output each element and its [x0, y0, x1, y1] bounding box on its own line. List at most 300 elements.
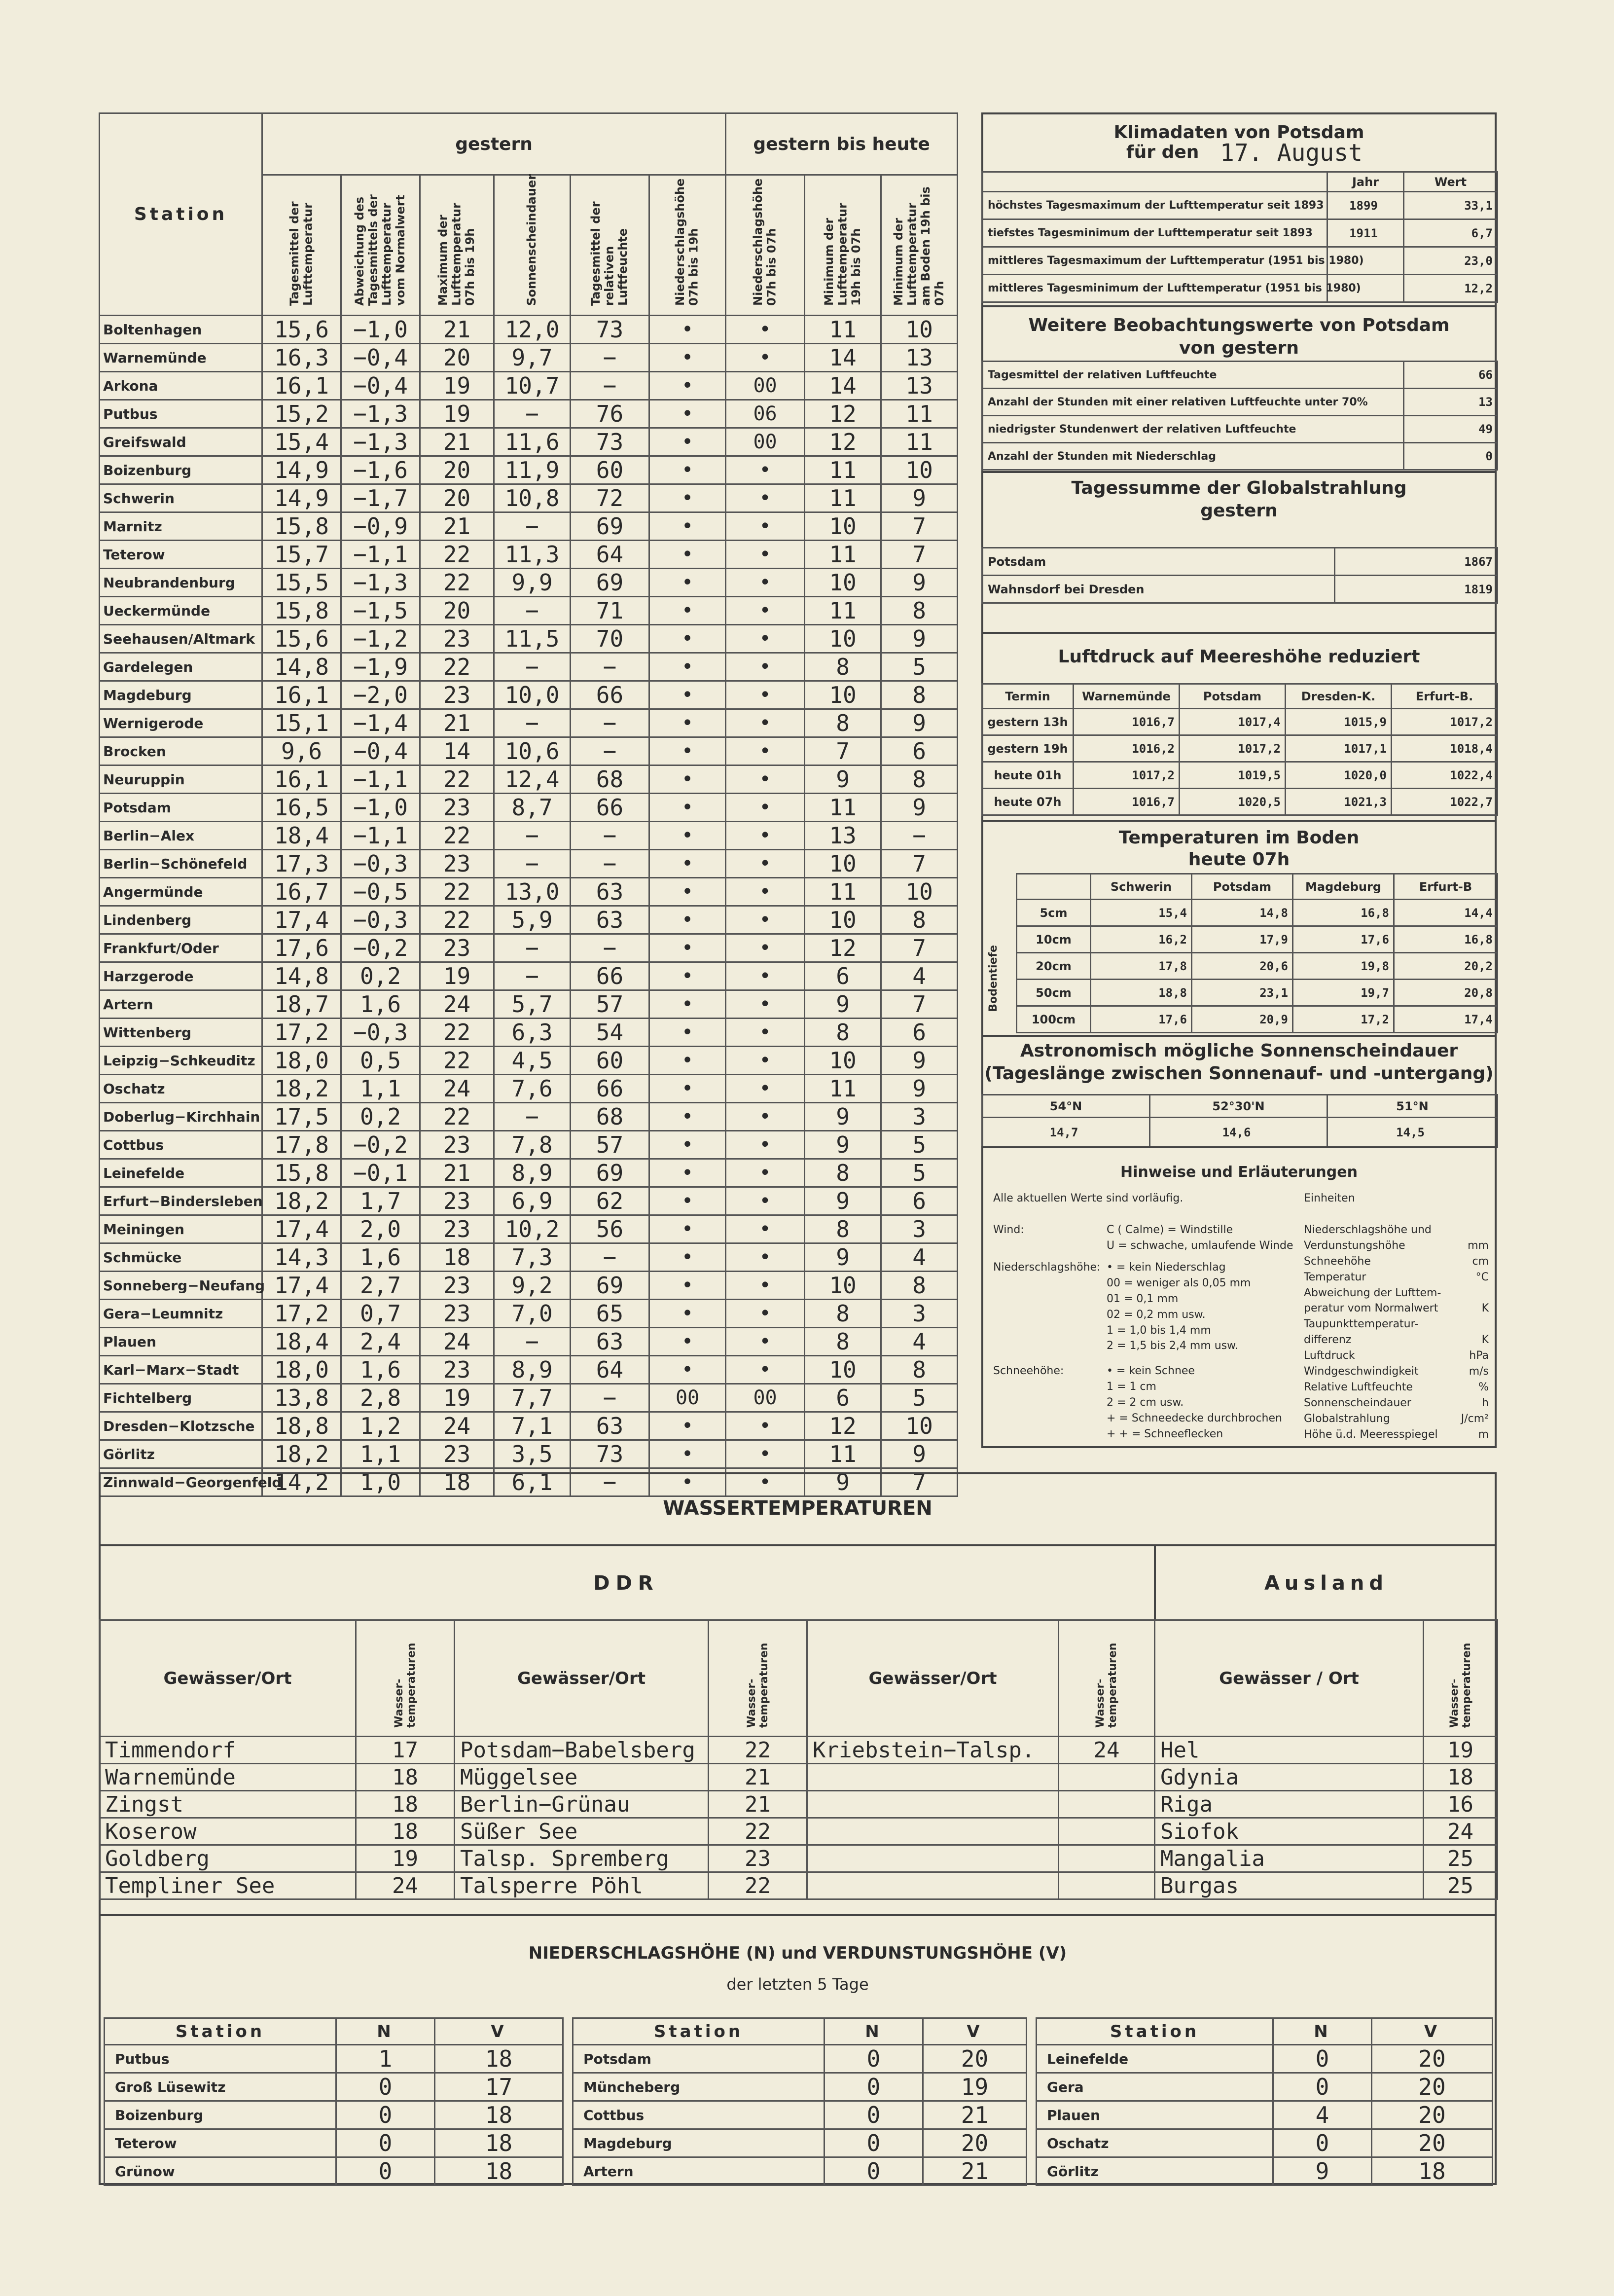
column-header-8	[805, 175, 881, 316]
station-value: 16,3	[262, 344, 341, 372]
station-value: •	[726, 1019, 805, 1047]
station-value: •	[649, 512, 726, 541]
station-value: −1,1	[341, 541, 420, 569]
station-value: 24	[420, 1075, 494, 1103]
station-value: •	[726, 681, 805, 709]
station-value: •	[726, 878, 805, 906]
station-value: 9	[805, 1131, 881, 1159]
water-row	[100, 1818, 1498, 1845]
station-value: 20	[420, 456, 494, 484]
station-value: 9,2	[494, 1272, 571, 1300]
station-value: 17,4	[262, 1215, 341, 1243]
water-temp: 19	[356, 1845, 455, 1872]
station-value: 72	[571, 484, 649, 512]
station-value: −	[494, 512, 571, 541]
station-value: 1,6	[341, 1243, 420, 1272]
precip-station: Cottbus	[573, 2101, 825, 2129]
luftdruck-termin: gestern 19h	[982, 735, 1074, 762]
global-title: Tagessumme der Globalstrahlung	[1071, 478, 1407, 498]
station-value: 11	[805, 484, 881, 512]
luftdruck-row	[982, 789, 1498, 815]
station-row	[100, 822, 958, 850]
station-value: •	[726, 625, 805, 653]
station-value: 1,6	[341, 990, 420, 1019]
precip-station: Putbus	[105, 2045, 336, 2073]
station-row	[100, 1440, 958, 1468]
water-place: Süßer See	[455, 1818, 709, 1845]
station-value: 0,5	[341, 1047, 420, 1075]
station-value: 4	[881, 962, 958, 990]
unit-symbol: K	[1481, 1334, 1489, 1347]
station-value: 11	[805, 316, 881, 344]
station-value: 22	[420, 765, 494, 794]
column-header-7	[726, 175, 805, 316]
weitere-value: 0	[1404, 443, 1498, 470]
station-value: 23	[420, 794, 494, 822]
note-line: • = kein Schnee	[1107, 1365, 1195, 1377]
boden-value: 20,6	[1192, 953, 1293, 980]
station-value: •	[649, 316, 726, 344]
station-row	[100, 962, 958, 990]
note-line: U = schwache, umlaufende Winde	[1107, 1239, 1293, 1252]
global-panel	[981, 471, 1497, 634]
station-value: 15,6	[262, 316, 341, 344]
station-value: 1,6	[341, 1356, 420, 1384]
station-value: 20	[420, 344, 494, 372]
station-value: 8	[881, 906, 958, 934]
water-row	[100, 1791, 1498, 1818]
station-value: −0,3	[341, 906, 420, 934]
precip-v: 20	[923, 2129, 1027, 2157]
station-name: Leipzig−Schkeuditz	[100, 1047, 262, 1075]
water-place	[807, 1872, 1059, 1899]
unit-row	[1304, 1270, 1489, 1285]
station-value: 17,4	[262, 906, 341, 934]
precip-col-n: N	[336, 2018, 435, 2045]
station-value: 3	[881, 1103, 958, 1131]
weitere-row	[982, 443, 1498, 470]
hinweise-einheiten: Einheiten	[1304, 1192, 1355, 1204]
station-value: 14,8	[262, 653, 341, 681]
station-name: Meiningen	[100, 1215, 262, 1243]
unit-row	[1304, 1411, 1489, 1427]
station-value: 8	[805, 709, 881, 737]
precip-v: 19	[923, 2073, 1027, 2101]
precip-v: 20	[1372, 2073, 1493, 2101]
station-name: Berlin−Alex	[100, 822, 262, 850]
station-value: •	[726, 1440, 805, 1468]
klima-date: 17. August	[1220, 139, 1363, 167]
station-value: •	[649, 653, 726, 681]
column-header-text: Niederschlagshöhe 07h bis 07h	[751, 178, 779, 306]
unit-row	[1304, 1395, 1489, 1411]
station-value: •	[649, 1215, 726, 1243]
klima-table	[981, 171, 1498, 303]
station-value: 20	[420, 597, 494, 625]
station-value: 10,0	[494, 681, 571, 709]
station-value: •	[649, 850, 726, 878]
station-value: −1,4	[341, 709, 420, 737]
station-value: 9	[805, 1103, 881, 1131]
column-header-9	[881, 175, 958, 316]
station-value: 73	[571, 316, 649, 344]
luftdruck-termin: heute 01h	[982, 762, 1074, 789]
unit-row	[1304, 1254, 1489, 1270]
klima-label: tiefstes Tagesminimum der Lufttemperatur seit 1893	[982, 219, 1327, 247]
station-row	[100, 990, 958, 1019]
station-value: −	[494, 400, 571, 428]
water-place: Mangalia	[1155, 1845, 1424, 1872]
station-value: 3,5	[494, 1440, 571, 1468]
boden-header: Magdeburg	[1293, 874, 1394, 900]
precip-n: 0	[825, 2073, 923, 2101]
station-table	[99, 112, 958, 1497]
precip-n: 0	[825, 2129, 923, 2157]
precip-n: 0	[336, 2073, 435, 2101]
station-value: 19	[420, 372, 494, 400]
station-value: 10	[805, 1272, 881, 1300]
unit-label: Relative Luftfeuchte	[1304, 1381, 1413, 1393]
unit-symbol: mm	[1468, 1239, 1489, 1252]
unit-symbol: m/s	[1469, 1365, 1489, 1378]
station-value: 23	[420, 1272, 494, 1300]
station-value: 66	[571, 1075, 649, 1103]
luftdruck-row	[982, 709, 1498, 735]
boden-row	[1017, 980, 1498, 1006]
station-value: 23	[420, 625, 494, 653]
boden-value: 15,4	[1091, 900, 1192, 926]
unit-label: Sonnenscheindauer	[1304, 1396, 1411, 1409]
station-value: 15,8	[262, 1159, 341, 1187]
hinweise-panel	[981, 1146, 1497, 1448]
station-row	[100, 934, 958, 962]
station-value: 63	[571, 1328, 649, 1356]
astro-table	[981, 1094, 1498, 1148]
weitere-label: Tagesmittel der relativen Luftfeuchte	[982, 362, 1404, 389]
station-value: 0,2	[341, 962, 420, 990]
weitere-value: 13	[1404, 389, 1498, 416]
station-value: −1,7	[341, 484, 420, 512]
station-value: 10,6	[494, 737, 571, 765]
station-value: −1,3	[341, 400, 420, 428]
station-value: 3	[881, 1215, 958, 1243]
station-value: 18,8	[262, 1412, 341, 1440]
precip-station: Groß Lüsewitz	[105, 2073, 336, 2101]
station-value: 8	[805, 1159, 881, 1187]
station-value: 14,9	[262, 484, 341, 512]
water-col-gewaesser: Gewässer/Ort	[455, 1620, 709, 1737]
station-value: •	[726, 1187, 805, 1215]
station-value: 14,3	[262, 1243, 341, 1272]
precip-station: Boizenburg	[105, 2101, 336, 2129]
water-col-temp-text: Wasser-temperaturen	[1094, 1642, 1119, 1728]
station-value: •	[726, 653, 805, 681]
station-value: •	[649, 1468, 726, 1496]
station-value: 8	[881, 681, 958, 709]
station-value: 12	[805, 400, 881, 428]
unit-label: Niederschlagshöhe und	[1304, 1224, 1432, 1236]
station-value: 9	[805, 1187, 881, 1215]
station-value: •	[726, 1468, 805, 1496]
station-value: 22	[420, 1019, 494, 1047]
note-line: • = kein Niederschlag	[1107, 1261, 1226, 1274]
station-name: Arkona	[100, 372, 262, 400]
station-value: •	[649, 541, 726, 569]
astro-header: 52°30'N	[1150, 1095, 1327, 1118]
station-value: 22	[420, 653, 494, 681]
luftdruck-value: 1016,7	[1074, 789, 1180, 815]
station-value: 21	[420, 316, 494, 344]
precip-n: 1	[336, 2045, 435, 2073]
astro-subtitle: (Tageslänge zwischen Sonnenauf- und -untergang)	[984, 1063, 1494, 1084]
klima-panel	[981, 112, 1497, 307]
station-value: •	[726, 1243, 805, 1272]
station-value: 10,2	[494, 1215, 571, 1243]
note-line: 02 = 0,2 mm usw.	[1107, 1308, 1206, 1321]
station-value: •	[726, 344, 805, 372]
station-name: Potsdam	[100, 794, 262, 822]
boden-value: 14,8	[1192, 900, 1293, 926]
water-temp	[1059, 1845, 1155, 1872]
global-label: Wahnsdorf bei Dresden	[982, 576, 1335, 603]
precip-v: 20	[1372, 2129, 1493, 2157]
water-temp: 23	[709, 1845, 807, 1872]
unit-symbol: °C	[1475, 1271, 1489, 1283]
station-name: Schwerin	[100, 484, 262, 512]
boden-depth: 5cm	[1017, 900, 1091, 926]
boden-value: 16,2	[1091, 926, 1192, 953]
boden-value: 14,4	[1394, 900, 1498, 926]
station-value: •	[726, 1412, 805, 1440]
water-place: Warnemünde	[100, 1764, 356, 1791]
boden-value: 18,8	[1091, 980, 1192, 1006]
klima-col-jahr: Jahr	[1327, 172, 1404, 192]
station-value: 24	[420, 990, 494, 1019]
station-value: 9	[805, 1243, 881, 1272]
luftdruck-value: 1017,2	[1074, 762, 1180, 789]
water-temp: 22	[709, 1737, 807, 1764]
station-value: 14,8	[262, 962, 341, 990]
precip-v: 18	[435, 2157, 563, 2186]
station-value: 12,4	[494, 765, 571, 794]
column-header-3	[420, 175, 494, 316]
station-value: 68	[571, 1103, 649, 1131]
water-temp: 21	[709, 1791, 807, 1818]
station-value: 2,7	[341, 1272, 420, 1300]
station-name: Frankfurt/Oder	[100, 934, 262, 962]
station-value: •	[649, 1272, 726, 1300]
water-temp	[1059, 1872, 1155, 1899]
station-value: 18,0	[262, 1047, 341, 1075]
water-row	[100, 1737, 1498, 1764]
unit-row	[1304, 1238, 1489, 1254]
station-value: 23	[420, 681, 494, 709]
station-value: 14,9	[262, 456, 341, 484]
station-value: 22	[420, 569, 494, 597]
station-value: 19	[420, 1384, 494, 1412]
station-name: Görlitz	[100, 1440, 262, 1468]
precip-station: Plauen	[1037, 2101, 1273, 2129]
station-value: 12	[805, 1412, 881, 1440]
luftdruck-value: 1017,1	[1286, 735, 1392, 762]
weitere-label: Anzahl der Stunden mit Niederschlag	[982, 443, 1404, 470]
station-value: 5,7	[494, 990, 571, 1019]
station-value: 16,7	[262, 878, 341, 906]
station-value: 2,4	[341, 1328, 420, 1356]
station-value: •	[649, 1131, 726, 1159]
station-value: 56	[571, 1215, 649, 1243]
boden-table	[1016, 873, 1498, 1033]
station-name: Brocken	[100, 737, 262, 765]
station-value: −1,3	[341, 428, 420, 456]
station-value: −	[571, 737, 649, 765]
station-name: Harzgerode	[100, 962, 262, 990]
column-header-text: Minimum der Lufttemperatur 19h bis 07h	[822, 203, 863, 306]
station-value: 12	[805, 934, 881, 962]
water-title: WASSERTEMPERATUREN	[99, 1472, 1497, 1546]
global-table	[981, 547, 1498, 604]
column-header-1	[262, 175, 341, 316]
station-row	[100, 850, 958, 878]
station-name: Seehausen/Altmark	[100, 625, 262, 653]
station-value: •	[726, 1328, 805, 1356]
station-value: 14	[805, 372, 881, 400]
station-name: Putbus	[100, 400, 262, 428]
station-value: •	[726, 990, 805, 1019]
station-value: 19	[420, 962, 494, 990]
precip-v: 21	[923, 2101, 1027, 2129]
station-value: 11	[805, 878, 881, 906]
station-value: 7	[881, 1468, 958, 1496]
water-temp: 16	[1424, 1791, 1498, 1818]
station-value: −	[494, 962, 571, 990]
station-value: −1,6	[341, 456, 420, 484]
precip-station: Artern	[573, 2157, 825, 2186]
station-value: 54	[571, 1019, 649, 1047]
station-row	[100, 625, 958, 653]
station-name: Wernigerode	[100, 709, 262, 737]
precip-n: 9	[1273, 2157, 1372, 2186]
station-value: −1,3	[341, 569, 420, 597]
station-value: 21	[420, 709, 494, 737]
station-value: 9	[881, 709, 958, 737]
station-value: 11	[805, 794, 881, 822]
station-value: −	[494, 1328, 571, 1356]
precip-v: 18	[435, 2045, 563, 2073]
station-value: −0,9	[341, 512, 420, 541]
station-name: Wittenberg	[100, 1019, 262, 1047]
water-temp: 17	[356, 1737, 455, 1764]
astro-header: 54°N	[982, 1095, 1150, 1118]
station-value: 8	[805, 1328, 881, 1356]
station-value: •	[649, 1047, 726, 1075]
station-value: 00	[649, 1384, 726, 1412]
station-value: 18,4	[262, 822, 341, 850]
station-value: −	[571, 822, 649, 850]
station-value: 13,8	[262, 1384, 341, 1412]
station-row	[100, 1047, 958, 1075]
water-place: Timmendorf	[100, 1737, 356, 1764]
station-value: 9	[881, 569, 958, 597]
station-value: 14,2	[262, 1468, 341, 1496]
station-value: •	[649, 990, 726, 1019]
unit-label: Taupunkttemperatur-	[1304, 1318, 1419, 1331]
unit-label: Höhe ü.d. Meeresspiegel	[1304, 1428, 1438, 1441]
station-value: 18	[420, 1468, 494, 1496]
boden-row	[1017, 900, 1498, 926]
water-place: Talsperre Pöhl	[455, 1872, 709, 1899]
klima-jahr: 1911	[1327, 219, 1404, 247]
station-name: Gardelegen	[100, 653, 262, 681]
luftdruck-title: Luftdruck auf Meereshöhe reduziert	[1058, 647, 1420, 667]
station-value: 13	[881, 344, 958, 372]
station-value: •	[649, 400, 726, 428]
klima-title: Klimadaten von Potsdam	[1113, 122, 1364, 143]
station-value: 64	[571, 541, 649, 569]
station-value: 17,6	[262, 934, 341, 962]
station-value: 10,8	[494, 484, 571, 512]
unit-row	[1304, 1364, 1489, 1380]
precip-row	[105, 2101, 1493, 2129]
station-value: 60	[571, 456, 649, 484]
station-value: •	[726, 765, 805, 794]
station-value: •	[649, 878, 726, 906]
water-temp: 24	[1059, 1737, 1155, 1764]
water-place: Koserow	[100, 1818, 356, 1845]
station-name: Gera−Leumnitz	[100, 1300, 262, 1328]
precip-v: 20	[1372, 2101, 1493, 2129]
station-value: •	[726, 1131, 805, 1159]
station-value: 16,1	[262, 681, 341, 709]
precip-row	[105, 2157, 1493, 2186]
water-temp: 24	[1424, 1818, 1498, 1845]
station-row	[100, 428, 958, 456]
station-value: •	[726, 1300, 805, 1328]
station-value: 3	[881, 1300, 958, 1328]
column-header-text: Niederschlagshöhe 07h bis 19h	[673, 178, 701, 306]
luftdruck-header: Potsdam	[1180, 684, 1286, 709]
station-value: 10	[805, 569, 881, 597]
boden-value: 20,9	[1192, 1006, 1293, 1033]
station-value: 19	[420, 400, 494, 428]
station-value: 22	[420, 906, 494, 934]
water-col-temp	[356, 1620, 455, 1737]
station-value: 13	[881, 372, 958, 400]
station-value: •	[726, 709, 805, 737]
station-value: −1,0	[341, 316, 420, 344]
station-value: 0,2	[341, 1103, 420, 1131]
station-value: 57	[571, 1131, 649, 1159]
station-value: •	[726, 737, 805, 765]
station-value: 8	[805, 1300, 881, 1328]
station-row	[100, 1159, 958, 1187]
water-place: Kriebstein−Talsp.	[807, 1737, 1059, 1764]
station-value: 16,1	[262, 372, 341, 400]
station-value: 69	[571, 1159, 649, 1187]
station-value: 57	[571, 990, 649, 1019]
water-ddr-label: DDR	[593, 1572, 659, 1595]
station-value: •	[649, 428, 726, 456]
boden-row	[1017, 1006, 1498, 1033]
water-place	[807, 1764, 1059, 1791]
unit-symbol: %	[1478, 1381, 1489, 1393]
station-value: −0,2	[341, 1131, 420, 1159]
unit-label: Globalstrahlung	[1304, 1412, 1390, 1425]
note-line: C ( Calme) = Windstille	[1107, 1224, 1233, 1236]
station-value: 10	[805, 1356, 881, 1384]
klima-label: mittleres Tagesminimum der Lufttemperatur (1951 bis 1980)	[982, 275, 1327, 302]
station-value: •	[649, 1019, 726, 1047]
